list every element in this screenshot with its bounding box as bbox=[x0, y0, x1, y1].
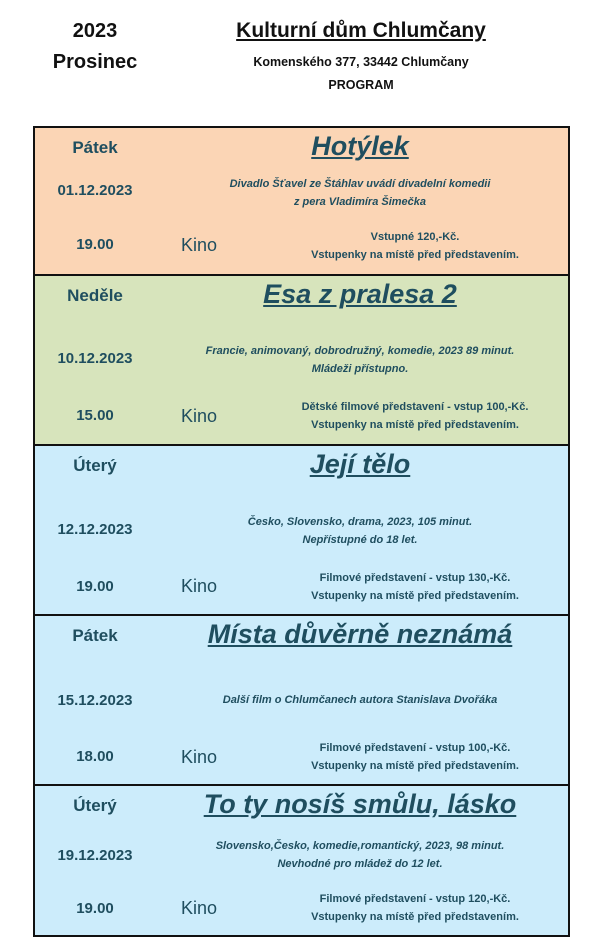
event-time: 15.00 bbox=[76, 407, 114, 424]
event-row bbox=[35, 128, 568, 274]
year: 2023 bbox=[72, 20, 118, 42]
event-venue: Kino bbox=[181, 576, 218, 596]
event-title: To ty nosíš smůlu, lásko bbox=[203, 789, 517, 819]
event-price bbox=[265, 890, 565, 926]
hall-name: Kulturní dům Chlumčany bbox=[236, 19, 486, 42]
event-row bbox=[35, 784, 568, 935]
event-price-line: Vstupenky na místě před představením. bbox=[311, 911, 519, 923]
event-price-line: Vstupenky na místě před představením. bbox=[311, 419, 519, 431]
event-description-line: Nepřístupné do 18 let. bbox=[302, 534, 418, 546]
event-description-line: Česko, Slovensko, drama, 2023, 105 minut. bbox=[247, 516, 473, 528]
event-venue: Kino bbox=[181, 747, 218, 767]
event-price bbox=[265, 739, 565, 775]
event-date: 12.12.2023 bbox=[57, 521, 133, 538]
event-venue: Kino bbox=[181, 898, 218, 918]
event-price bbox=[265, 228, 565, 264]
event-day: Neděle bbox=[67, 286, 123, 305]
event-venue: Kino bbox=[181, 235, 218, 255]
event-venue: Kino bbox=[181, 406, 218, 426]
event-date: 10.12.2023 bbox=[57, 350, 133, 367]
event-price-line: Vstupenky na místě před představením. bbox=[311, 249, 519, 261]
event-time: 19.00 bbox=[76, 578, 114, 595]
event-date: 15.12.2023 bbox=[57, 692, 133, 709]
event-price bbox=[265, 569, 565, 605]
event-description-line: Další film o Chlumčanech autora Stanislava Dvořáka bbox=[222, 694, 498, 706]
event-day: Úterý bbox=[73, 796, 117, 815]
month: Prosinec bbox=[52, 51, 138, 73]
event-price-line: Dětské filmové představení - vstup 100,-Kč. bbox=[301, 401, 529, 413]
event-description bbox=[165, 342, 555, 378]
event-time: 19.00 bbox=[76, 236, 114, 253]
event-description-line: Francie, animovaný, dobrodružný, komedie, 2023 89 minut. bbox=[205, 345, 515, 357]
event-description-line: Mládeži přístupno. bbox=[311, 363, 409, 375]
event-day: Úterý bbox=[73, 456, 117, 475]
event-description bbox=[165, 837, 555, 873]
event-price bbox=[265, 398, 565, 434]
event-description-line: Divadlo Šťavel ze Štáhlav uvádí divadelní komedii bbox=[229, 178, 491, 190]
event-row bbox=[35, 614, 568, 784]
event-price-line: Vstupenky na místě před představením. bbox=[311, 590, 519, 602]
event-price-line: Filmové představení - vstup 130,-Kč. bbox=[319, 572, 511, 584]
event-description bbox=[165, 691, 555, 709]
program-label: PROGRAM bbox=[328, 78, 394, 92]
event-price-line: Filmové představení - vstup 120,-Kč. bbox=[319, 893, 511, 905]
event-price-line: Filmové představení - vstup 100,-Kč. bbox=[319, 742, 511, 754]
event-title: Místa důvěrně neznámá bbox=[207, 619, 513, 649]
event-day: Pátek bbox=[72, 138, 118, 157]
event-description-line: z pera Vladimíra Šimečka bbox=[293, 196, 427, 208]
event-row bbox=[35, 274, 568, 444]
event-date: 01.12.2023 bbox=[57, 182, 133, 199]
event-description-line: Slovensko,Česko, komedie,romantický, 2023, 98 minut. bbox=[215, 840, 505, 852]
event-description-line: Nevhodné pro mládež do 12 let. bbox=[277, 858, 443, 870]
event-title: Esa z pralesa 2 bbox=[263, 279, 457, 309]
hall-address: Komenského 377, 33442 Chlumčany bbox=[253, 55, 469, 69]
event-description bbox=[165, 175, 555, 211]
event-description bbox=[165, 513, 555, 549]
event-time: 18.00 bbox=[76, 748, 114, 765]
event-row bbox=[35, 444, 568, 614]
event-price-line: Vstupenky na místě před představením. bbox=[311, 760, 519, 772]
event-day: Pátek bbox=[72, 626, 118, 645]
event-title: Její tělo bbox=[309, 449, 411, 479]
event-date: 19.12.2023 bbox=[57, 847, 133, 864]
event-price-line: Vstupné 120,-Kč. bbox=[370, 231, 460, 243]
event-time: 19.00 bbox=[76, 900, 114, 917]
event-title: Hotýlek bbox=[311, 131, 409, 161]
event-table bbox=[33, 126, 570, 937]
